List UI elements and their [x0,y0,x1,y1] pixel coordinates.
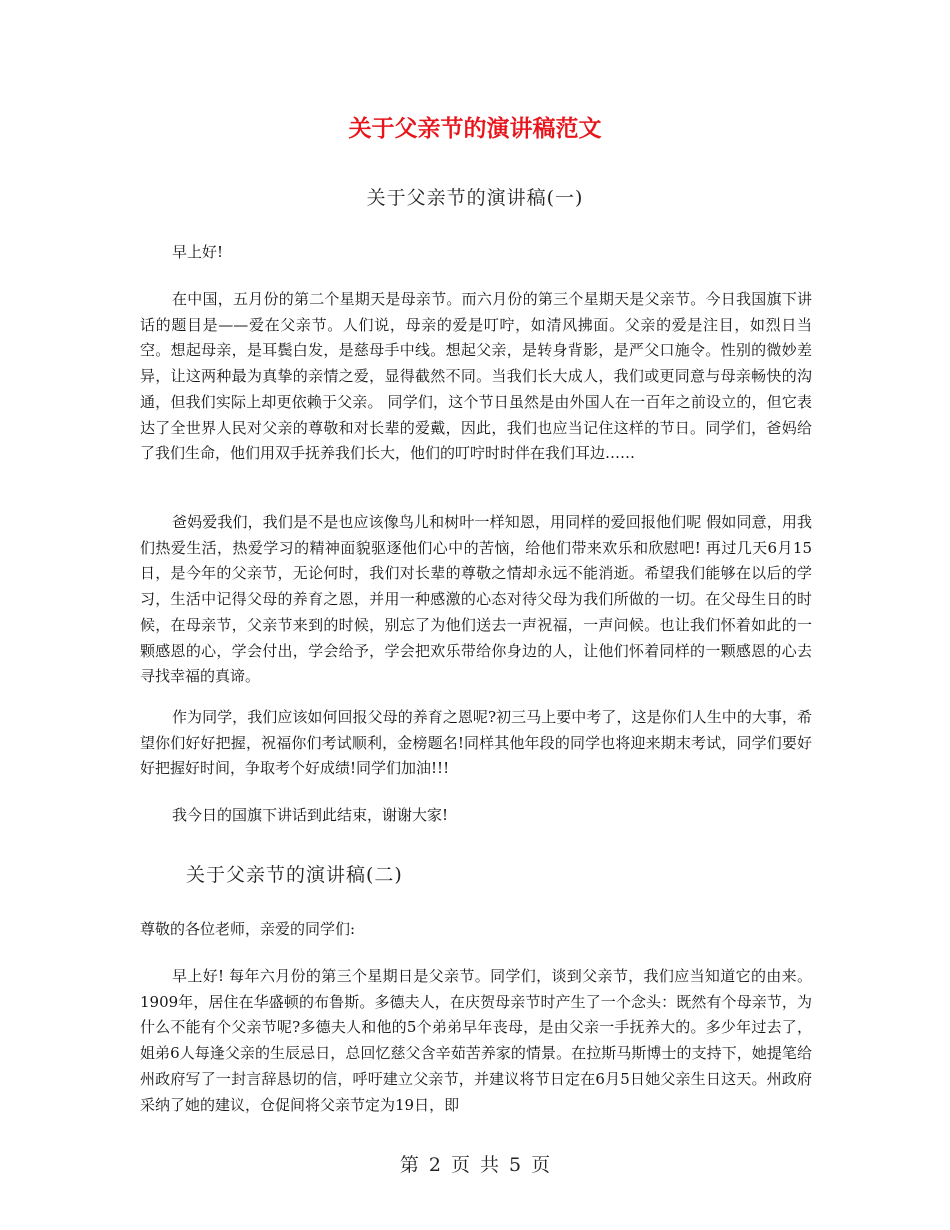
paragraph-3-block [140,705,812,782]
paragraph-1-block [140,287,812,467]
paragraph-2: 爸妈爱我们，我们是不是也应该像鸟儿和树叶一样知恩，用同样的爱回报他们呢 假如同意，用我们热爱生活，热爱学习的精神面貌驱逐他们心中的苦恼，给他们带来欢乐和欣慰吧! 再过几天6月15日，是今年的父亲节，无论何时，我们对长辈的尊敬之情却永远不能消逝。希望我们能够在以后的学习，生活中记得父母的养育之恩，并用一种感激的心态对待父母为我们所做的一切。在父母生日的时候，在母亲节，父亲节来到的时候，别忘了为他们送去一声祝福，一声问候。也让我们怀着如此的一颗感恩的心，学会付出，学会给予，学会把欢乐带给你身边的人，让他们怀着同样的一颗感恩的心去寻找幸福的真谛。 [140,513,812,686]
paragraph-5-block [140,964,812,1118]
paragraph-4: 我今日的国旗下讲话到此结束，谢谢大家! [172,806,449,824]
greeting-2: 尊敬的各位老师，亲爱的同学们: [140,920,356,938]
greeting-1-block [140,240,812,266]
section-heading-1: 关于父亲节的演讲稿(一) [366,187,584,209]
document-title: 关于父亲节的演讲稿范文 [348,115,602,142]
paragraph-2-block [140,510,812,690]
greeting-2-block [140,917,812,943]
greeting-1: 早上好! [172,243,224,261]
page-footer: 第 2 页 共 5 页 [399,1154,551,1176]
section-heading-2: 关于父亲节的演讲稿(二) [186,864,403,886]
paragraph-5: 早上好! 每年六月份的第三个星期日是父亲节。同学们，谈到父亲节，我们应当知道它的由来。1909年，居住在华盛顿的布鲁斯。多德夫人，在庆贺母亲节时产生了一个念头：既然有个母亲节，为什么不能有个父亲节呢?多德夫人和他的5个弟弟早年丧母，是由父亲一手抚养大的。多少年过去了，姐弟6人每逢父亲的生辰忌日，总回忆慈父含辛茹苦养家的情景。在拉斯马斯博士的支持下，她提笔给州政府写了一封言辞恳切的信，呼吁建立父亲节，并建议将节日定在6月5日她父亲生日这天。州政府采纳了她的建议，仓促间将父亲节定为19日，即 [140,967,812,1114]
paragraph-3: 作为同学，我们应该如何回报父母的养育之恩呢?初三马上要中考了，这是你们人生中的大事，希望你们好好把握，祝福你们考试顺利，金榜题名!同样其他年段的同学也将迎来期末考试，同学们要好好把握好时间，争取考个好成绩!同学们加油!!! [140,708,812,778]
paragraph-4-block [140,803,812,829]
paragraph-1: 在中国，五月份的第二个星期天是母亲节。而六月份的第三个星期天是父亲节。今日我国旗下讲话的题目是——爱在父亲节。人们说，母亲的爱是叮咛，如清风拂面。父亲的爱是注目，如烈日当空。想起母亲，是耳鬓白发，是慈母手中线。想起父亲，是转身背影，是严父口施令。性别的微妙差异，让这两种最为真挚的亲情之爱，显得截然不同。当我们长大成人，我们或更同意与母亲畅快的沟通，但我们实际上却更依赖于父亲。 同学们，这个节日虽然是由外国人在一百年之前设立的，但它表达了全世界人民对父亲的尊敬和对长辈的爱戴，因此，我们也应当记住这样的节日。同学们，爸妈给了我们生命，他们用双手抚养我们长大，他们的叮咛时时伴在我们耳边…… [140,290,812,463]
